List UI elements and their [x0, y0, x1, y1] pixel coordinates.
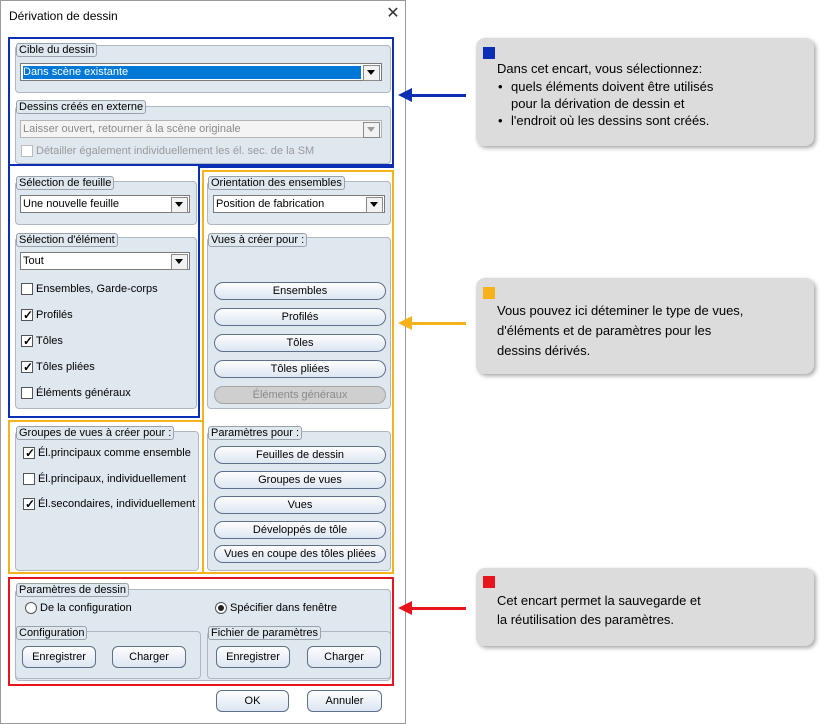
bullet-icon: •: [498, 113, 503, 128]
orange-note-line3: dessins dérivés.: [497, 343, 591, 358]
orange-arrow-line: [410, 322, 466, 325]
blue-highlight-frame-joint: [199, 165, 394, 168]
cible-value: Dans scène existante: [23, 66, 361, 79]
configuration-legend: Configuration: [16, 626, 87, 640]
element-label-toles: Tôles: [36, 335, 63, 347]
vues-toles-pliees-button[interactable]: Tôles pliées: [214, 360, 386, 378]
red-arrow-line: [410, 607, 466, 610]
param-vues-button[interactable]: Vues: [214, 496, 386, 514]
orange-note-line2: d'éléments et de paramètres pour les: [497, 323, 712, 338]
cible-legend: Cible du dessin: [16, 43, 97, 57]
param-groupes-button[interactable]: Groupes de vues: [214, 471, 386, 489]
red-arrow-head: [398, 601, 412, 615]
externe-value: Laisser ouvert, retourner à la scène originale: [23, 123, 241, 135]
fichier-legend: Fichier de paramètres: [208, 626, 321, 640]
orange-highlight-frame-right: [202, 170, 394, 574]
vues-profiles-button[interactable]: Profilés: [214, 308, 386, 326]
blue-note-intro: Dans cet encart, vous sélectionnez:: [497, 61, 703, 76]
externe-checkbox-label: Détailler également individuellement les él. sec. de la SM: [36, 145, 315, 157]
orange-arrow-head: [398, 316, 412, 330]
red-note-line2: la réutilisation des paramètres.: [497, 612, 675, 627]
element-label-toles-pliees: Tôles pliées: [36, 361, 95, 373]
red-note: [476, 568, 814, 646]
vues-legend: Vues à créer pour :: [208, 233, 307, 247]
blue-highlight-frame-left: [8, 166, 200, 418]
groupes-label-3: Él.secondaires, individuellement: [38, 498, 196, 510]
blue-note-bullet2: l'endroit où les dessins sont créés.: [511, 113, 710, 128]
param-coupes-button[interactable]: Vues en coupe des tôles pliées: [214, 545, 386, 563]
parametres-pour-legend: Paramètres pour :: [208, 426, 302, 440]
param-dessin-legend: Paramètres de dessin: [16, 583, 129, 597]
element-label-elements-generaux: Éléments généraux: [36, 387, 131, 399]
param-feuilles-button[interactable]: Feuilles de dessin: [214, 446, 386, 464]
blue-arrow-head: [398, 88, 412, 102]
param-developpes-button[interactable]: Développés de tôle: [214, 521, 386, 539]
element-legend: Sélection d'élément: [16, 233, 118, 247]
cancel-button[interactable]: Annuler: [307, 690, 382, 712]
fichier-save-button[interactable]: Enregistrer: [216, 646, 290, 668]
red-square-icon: [483, 576, 495, 588]
ok-button[interactable]: OK: [216, 690, 289, 712]
config-load-button[interactable]: Charger: [112, 646, 186, 668]
blue-note: [476, 38, 814, 146]
bullet-icon: •: [498, 79, 503, 94]
blue-arrow-line: [410, 94, 466, 97]
red-highlight-frame: [8, 577, 394, 686]
window-title: Dérivation de dessin: [9, 9, 118, 23]
groupes-label-1: Él.principaux comme ensemble: [38, 447, 191, 459]
element-value: Tout: [23, 255, 44, 267]
feuille-value: Une nouvelle feuille: [23, 198, 120, 210]
blue-highlight-frame-top: [8, 37, 394, 166]
radio-configuration-label: De la configuration: [40, 602, 132, 614]
vues-elements-generaux-button: Éléments généraux: [214, 386, 386, 404]
groupes-label-2: Él.principaux, individuellement: [38, 473, 186, 485]
fichier-load-button[interactable]: Charger: [307, 646, 381, 668]
radio-fenetre-label: Spécifier dans fenêtre: [230, 602, 338, 614]
blue-note-bullet1a: quels éléments doivent être utilisés: [511, 79, 714, 94]
orange-square-icon: [483, 287, 495, 299]
element-label-ensembles: Ensembles, Garde-corps: [36, 283, 158, 295]
vues-ensembles-button[interactable]: Ensembles: [214, 282, 386, 300]
element-label-profiles: Profilés: [36, 309, 73, 321]
orientation-value: Position de fabrication: [216, 198, 325, 210]
feuille-legend: Sélection de feuille: [16, 176, 114, 190]
vues-toles-button[interactable]: Tôles: [214, 334, 386, 352]
orientation-legend: Orientation des ensembles: [208, 176, 345, 190]
config-save-button[interactable]: Enregistrer: [22, 646, 96, 668]
close-icon[interactable]: ✕: [386, 5, 400, 22]
externe-legend: Dessins créés en externe: [16, 100, 146, 114]
orange-note-line1: Vous pouvez ici déteminer le type de vues,: [497, 303, 744, 318]
blue-note-bullet1b: pour la dérivation de dessin et: [511, 96, 685, 111]
red-note-line1: Cet encart permet la sauvegarde et: [497, 593, 701, 608]
orange-highlight-frame-left: [8, 420, 202, 574]
blue-square-icon: [483, 47, 495, 59]
orange-note: [476, 278, 814, 374]
groupes-legend: Groupes de vues à créer pour :: [16, 426, 174, 440]
